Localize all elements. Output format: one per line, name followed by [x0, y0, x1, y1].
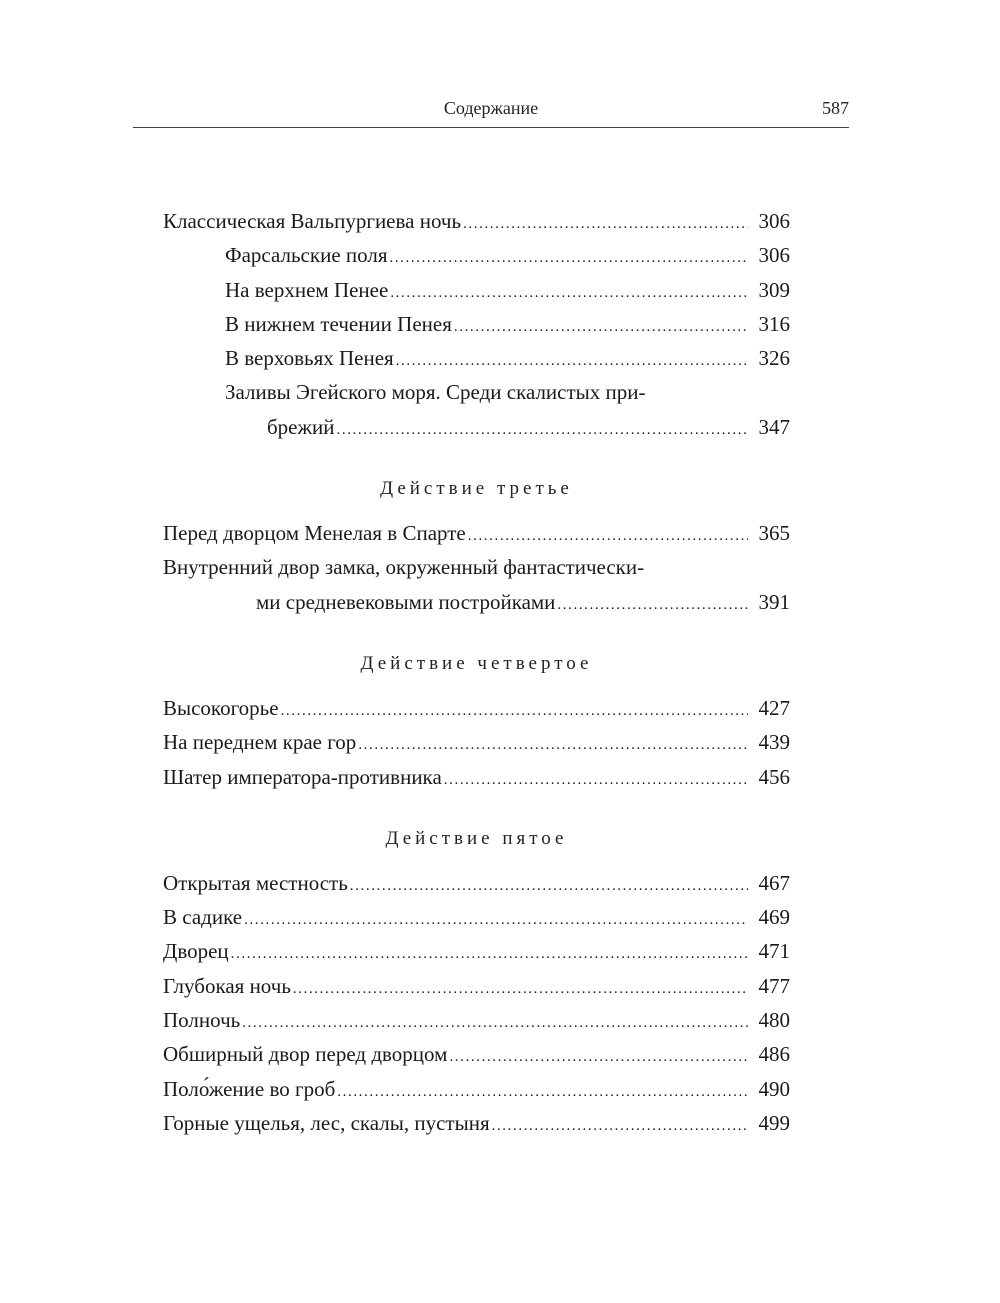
- toc-entry[interactable]: [163, 760, 790, 794]
- toc-entry-title-line1: Внутренний двор замка, окруженный фантастически-: [163, 550, 644, 584]
- section-heading: Действие третье: [380, 478, 573, 500]
- running-header: [133, 96, 849, 128]
- dot-leader: [557, 588, 748, 622]
- dot-leader: [244, 903, 748, 937]
- toc-entry[interactable]: [163, 900, 790, 934]
- toc-entry-page: 439: [758, 730, 790, 755]
- toc-entry-page: 467: [758, 870, 790, 895]
- dot-leader: [389, 241, 748, 275]
- toc-entry-title: Высокогорье: [163, 691, 279, 725]
- toc-entry[interactable]: [163, 1106, 790, 1140]
- toc-entry-page: 365: [758, 521, 790, 546]
- toc-entry-first-line: [163, 550, 790, 584]
- toc-entry-page: 486: [758, 1042, 790, 1067]
- toc-entry[interactable]: [163, 1003, 790, 1037]
- toc-entry-title: Шатер императора-противника: [163, 760, 442, 794]
- dot-leader: [358, 728, 748, 762]
- toc-entry-title-line2: брежий: [267, 410, 335, 444]
- toc-entry[interactable]: [163, 934, 790, 968]
- running-header-title: Содержание: [443, 98, 539, 118]
- dot-leader: [449, 1040, 748, 1074]
- toc-entry-title: На переднем крае гор: [163, 725, 356, 759]
- toc-entry[interactable]: [163, 969, 790, 1003]
- toc-entry-title-line2: ми средневековыми постройками: [256, 585, 555, 619]
- dot-leader: [463, 207, 748, 241]
- toc-entry-first-line: [225, 375, 790, 409]
- toc-entry-title: Полночь: [163, 1003, 240, 1037]
- toc-entry-page: 306: [758, 243, 790, 268]
- dot-leader: [350, 869, 748, 903]
- toc-entry-title: Обширный двор перед дворцом: [163, 1037, 447, 1071]
- toc-entry-page: 477: [758, 973, 790, 998]
- toc-entry-page: 347: [758, 414, 790, 439]
- toc-entry-title: В верховьях Пенея: [225, 341, 394, 375]
- section-heading: Действие четвертое: [360, 652, 593, 674]
- toc-entry-page: 456: [758, 764, 790, 789]
- toc-entry[interactable]: [163, 1072, 790, 1106]
- dot-leader: [231, 937, 748, 971]
- toc-entry-multiline[interactable]: [163, 550, 790, 619]
- toc-entry-title: Перед дворцом Менелая в Спарте: [163, 516, 466, 550]
- toc-entry-title: Открытая местность: [163, 866, 348, 900]
- toc-entry-page: 471: [758, 939, 790, 964]
- toc-entry-page: 427: [758, 695, 790, 720]
- dot-leader: [396, 344, 748, 378]
- toc-entry-multiline[interactable]: [163, 375, 790, 444]
- toc-entry[interactable]: [163, 725, 790, 759]
- toc-entry[interactable]: [225, 238, 790, 272]
- toc-entry-page: 309: [758, 277, 790, 302]
- toc-entry[interactable]: [225, 307, 790, 341]
- dot-leader: [337, 413, 749, 447]
- toc-entry-title: На верхнем Пенее: [225, 273, 388, 307]
- toc-entry[interactable]: [163, 1037, 790, 1071]
- toc-entry[interactable]: [163, 691, 790, 725]
- toc-entry[interactable]: [225, 273, 790, 307]
- toc-entry-page: 316: [758, 311, 790, 336]
- toc-entry-title: Дворец: [163, 934, 229, 968]
- dot-leader: [468, 519, 748, 553]
- toc-entry[interactable]: [163, 516, 790, 550]
- toc-entry-title: В садике: [163, 900, 242, 934]
- toc-entry-title: Глубокая ночь: [163, 969, 291, 1003]
- dot-leader: [492, 1109, 748, 1143]
- toc-entry-page: 391: [758, 589, 790, 614]
- table-of-contents: [163, 204, 790, 1140]
- toc-entry-title: Классическая Вальпургиева ночь: [163, 204, 461, 238]
- toc-entry-title-line1: Заливы Эгейского моря. Среди скалистых при-: [225, 375, 646, 409]
- toc-entry-title: Горные ущелья, лес, скалы, пустыня: [163, 1106, 490, 1140]
- toc-entry-page: 306: [758, 209, 790, 233]
- toc-entry-title: Поло́жение во гроб: [163, 1072, 335, 1106]
- toc-entry-second-line: [267, 410, 790, 444]
- dot-leader: [337, 1075, 748, 1109]
- toc-entry[interactable]: [225, 341, 790, 375]
- toc-entry-page: 480: [758, 1008, 790, 1033]
- dot-leader: [293, 972, 748, 1006]
- toc-entry-page: 499: [758, 1110, 790, 1135]
- dot-leader: [454, 310, 748, 344]
- dot-leader: [444, 763, 748, 797]
- toc-entry-page: 326: [758, 346, 790, 371]
- section-heading: Действие пятое: [385, 827, 568, 849]
- toc-entry[interactable]: [163, 866, 790, 900]
- dot-leader: [390, 276, 748, 310]
- toc-entry[interactable]: [163, 204, 790, 238]
- toc-entry-page: 490: [758, 1076, 790, 1101]
- dot-leader: [281, 694, 748, 728]
- toc-entry-page: 469: [758, 905, 790, 930]
- toc-entry-second-line: [256, 585, 790, 619]
- toc-entry-title: Фарсальские поля: [225, 238, 387, 272]
- page-number: 587: [822, 98, 849, 118]
- toc-entry-title: В нижнем течении Пенея: [225, 307, 452, 341]
- dot-leader: [242, 1006, 748, 1040]
